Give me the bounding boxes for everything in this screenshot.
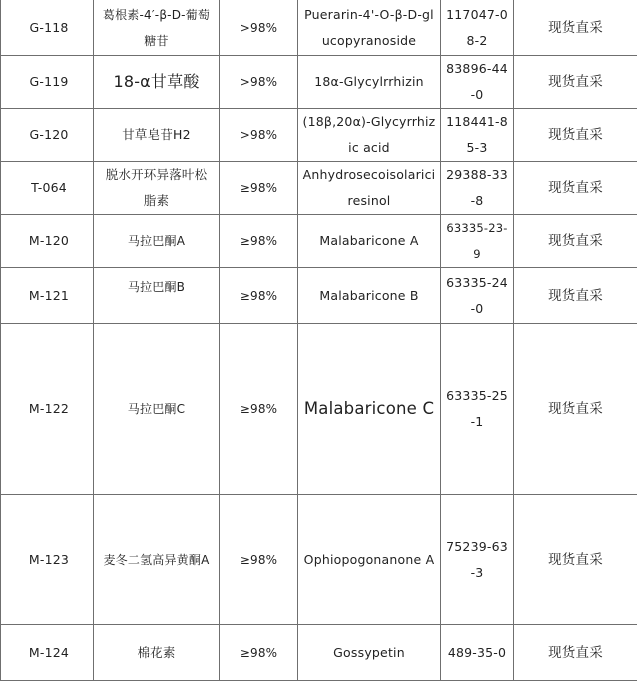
stock-status: 现货直采 [514,268,637,324]
chinese-name: 葛根素-4′-β-D-葡萄糖苷 [94,0,220,56]
stock-status: 现货直采 [514,215,637,268]
stock-status: 现货直采 [514,56,637,109]
stock-status: 现货直采 [514,162,637,215]
cas-number: 117047-08-2 [441,0,514,56]
cas-number: 83896-44-0 [441,56,514,109]
chinese-name: 马拉巴酮A [94,215,220,268]
english-name: Gossypetin [298,625,441,681]
product-code: M-120 [1,215,94,268]
table-row [1,215,637,268]
cas-number: 29388-33-8 [441,162,514,215]
purity: >98% [220,0,298,56]
english-name: Puerarin-4'-O-β-D-glucopyranoside [298,0,441,56]
table-row [1,56,637,109]
cas-number: 63335-23-9 [441,215,514,268]
product-code: M-123 [1,495,94,625]
chinese-name: 脱水开环异落叶松脂素 [94,162,220,215]
english-name: Malabaricone B [298,268,441,324]
product-code: G-119 [1,56,94,109]
cas-number: 118441-85-3 [441,109,514,162]
table-row [1,268,637,324]
purity: ≥98% [220,268,298,324]
purity: ≥98% [220,495,298,625]
product-code: M-122 [1,324,94,495]
chinese-name: 马拉巴酮B [94,268,220,324]
product-code: T-064 [1,162,94,215]
purity: ≥98% [220,324,298,495]
table-row [1,324,637,495]
table-row [1,109,637,162]
chinese-name: 甘草皂苷H2 [94,109,220,162]
english-name: 18α-Glycylrrhizin [298,56,441,109]
stock-status: 现货直采 [514,625,637,681]
product-code: G-118 [1,0,94,56]
purity: ≥98% [220,625,298,681]
product-code: M-124 [1,625,94,681]
product-code: G-120 [1,109,94,162]
english-name: Malabaricone C [298,324,441,495]
chinese-name: 18-α甘草酸 [94,56,220,109]
english-name: Malabaricone A [298,215,441,268]
table-row [1,495,637,625]
cas-number: 489-35-0 [441,625,514,681]
chinese-name: 麦冬二氢高异黄酮A [94,495,220,625]
purity: ≥98% [220,215,298,268]
table-row [1,162,637,215]
table-row [1,0,637,56]
purity: >98% [220,56,298,109]
english-name: Anhydrosecoisolariciresinol [298,162,441,215]
purity: ≥98% [220,162,298,215]
stock-status: 现货直采 [514,324,637,495]
chinese-name: 棉花素 [94,625,220,681]
cas-number: 63335-25-1 [441,324,514,495]
chinese-name: 马拉巴酮C [94,324,220,495]
stock-status: 现货直采 [514,109,637,162]
table-row [1,625,637,681]
stock-status: 现货直采 [514,0,637,56]
english-name: (18β,20α)-Glycyrrhizic acid [298,109,441,162]
stock-status: 现货直采 [514,495,637,625]
product-code: M-121 [1,268,94,324]
purity: >98% [220,109,298,162]
cas-number: 75239-63-3 [441,495,514,625]
english-name: Ophiopogonanone A [298,495,441,625]
cas-number: 63335-24-0 [441,268,514,324]
